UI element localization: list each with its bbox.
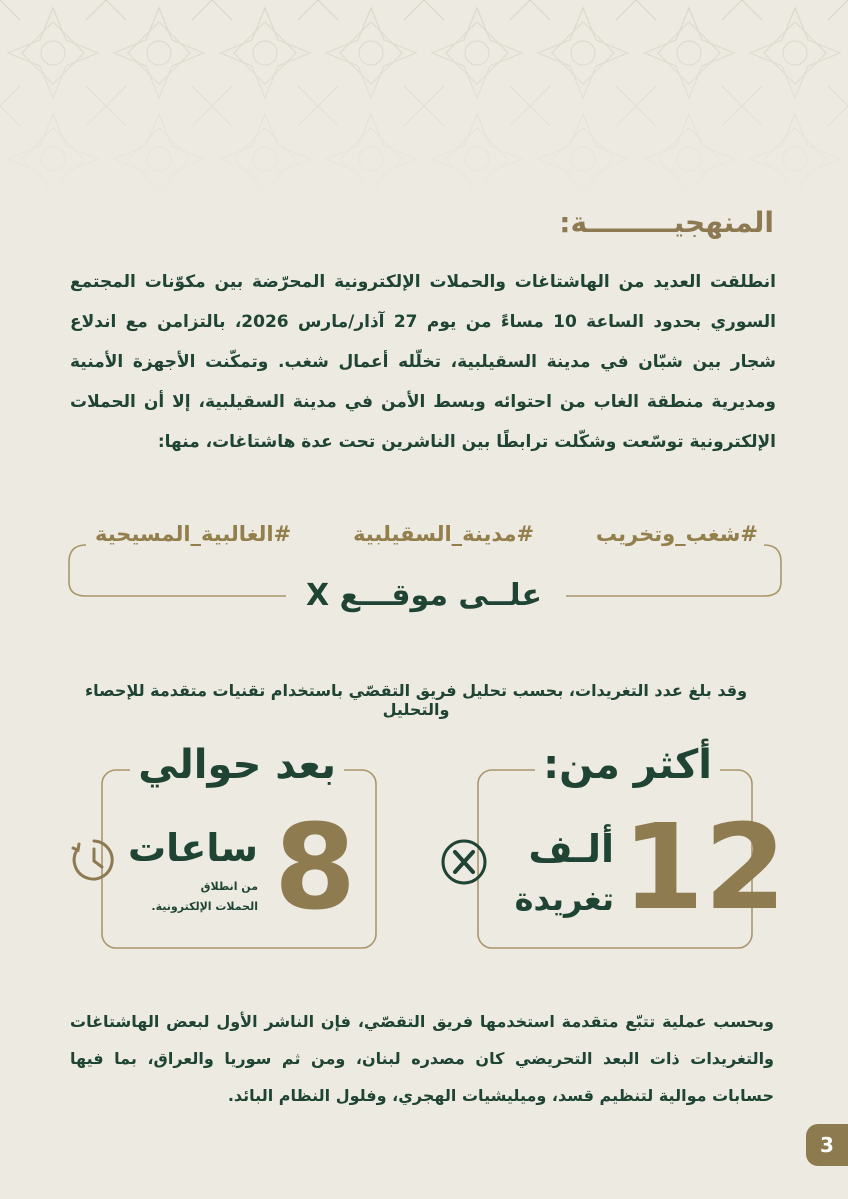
hashtag-christian-majority: #الغالبية_المسيحية	[95, 522, 292, 546]
conclusion-paragraph: وبحسب عملية تتبّع متقدمة استخدمها فريق التقصّي، فإن الناشر الأول لبعض الهاشتاغات والتغريدات ذات البعد التحريضي كان مصدره لبنان، ومن ثم سوريا والعراق، بما فيها حسابات موالية لتنظيم قسد، وميليشيات الهجري، وفلول النظام البائد.	[70, 1012, 774, 1105]
duration-box-title: بعد حوالي	[130, 742, 344, 788]
tweets-number: 12	[622, 798, 787, 936]
hashtag-suqaylabiyah-city: #مدينة_السقيلبية	[353, 522, 535, 546]
tweets-unit-thousand: ألـف	[528, 827, 614, 871]
hashtag-riot-vandalism: #شغب_وتخريب	[595, 522, 758, 546]
section-heading: المنهجيـــــــــة:	[559, 206, 774, 239]
intro-paragraph: انطلقت العديد من الهاشتاغات والحملات الإلكترونية المحرّضة بين مكوّنات المجتمع السوري بحدود الساعة 10 مساءً من يوم 27 آذار/مارس 2026، بالتزامن مع اندلاع شجار بين شبّان في مدينة السقيلبية، تخلّله أعمال شغب. وتمكّنت الأجهزة الأمنية ومديرية منطقة الغاب من احتوائه وبسط الأمن في مدينة السقيلبية، إلا أن الحملات الإلكترونية توسّعت وشكّلت ترابطًا بين الناشرين تحت عدة هاشتاغات، منها:	[70, 272, 776, 452]
page-number-badge: 3	[806, 1124, 848, 1166]
tweets-unit-label: تغريدة	[514, 880, 614, 918]
background-pattern	[0, 0, 848, 200]
duration-sub-line1: من انطلاق	[200, 880, 258, 893]
duration-unit: ساعات	[127, 826, 258, 870]
clock-icon	[70, 836, 118, 884]
platform-caption: علــى موقـــع X	[306, 578, 542, 613]
tweets-box-title: أكثر من:	[535, 742, 720, 788]
duration-number: 8	[274, 798, 357, 936]
hashtag-list	[95, 522, 758, 546]
duration-sub-line2: الحملات الإلكترونية.	[151, 900, 258, 913]
x-logo-icon	[440, 838, 488, 886]
stats-intro: وقد بلغ عدد التغريدات، بحسب تحليل فريق التقصّي باستخدام تقنيات متقدمة للإحصاء والتحليل	[84, 681, 748, 719]
